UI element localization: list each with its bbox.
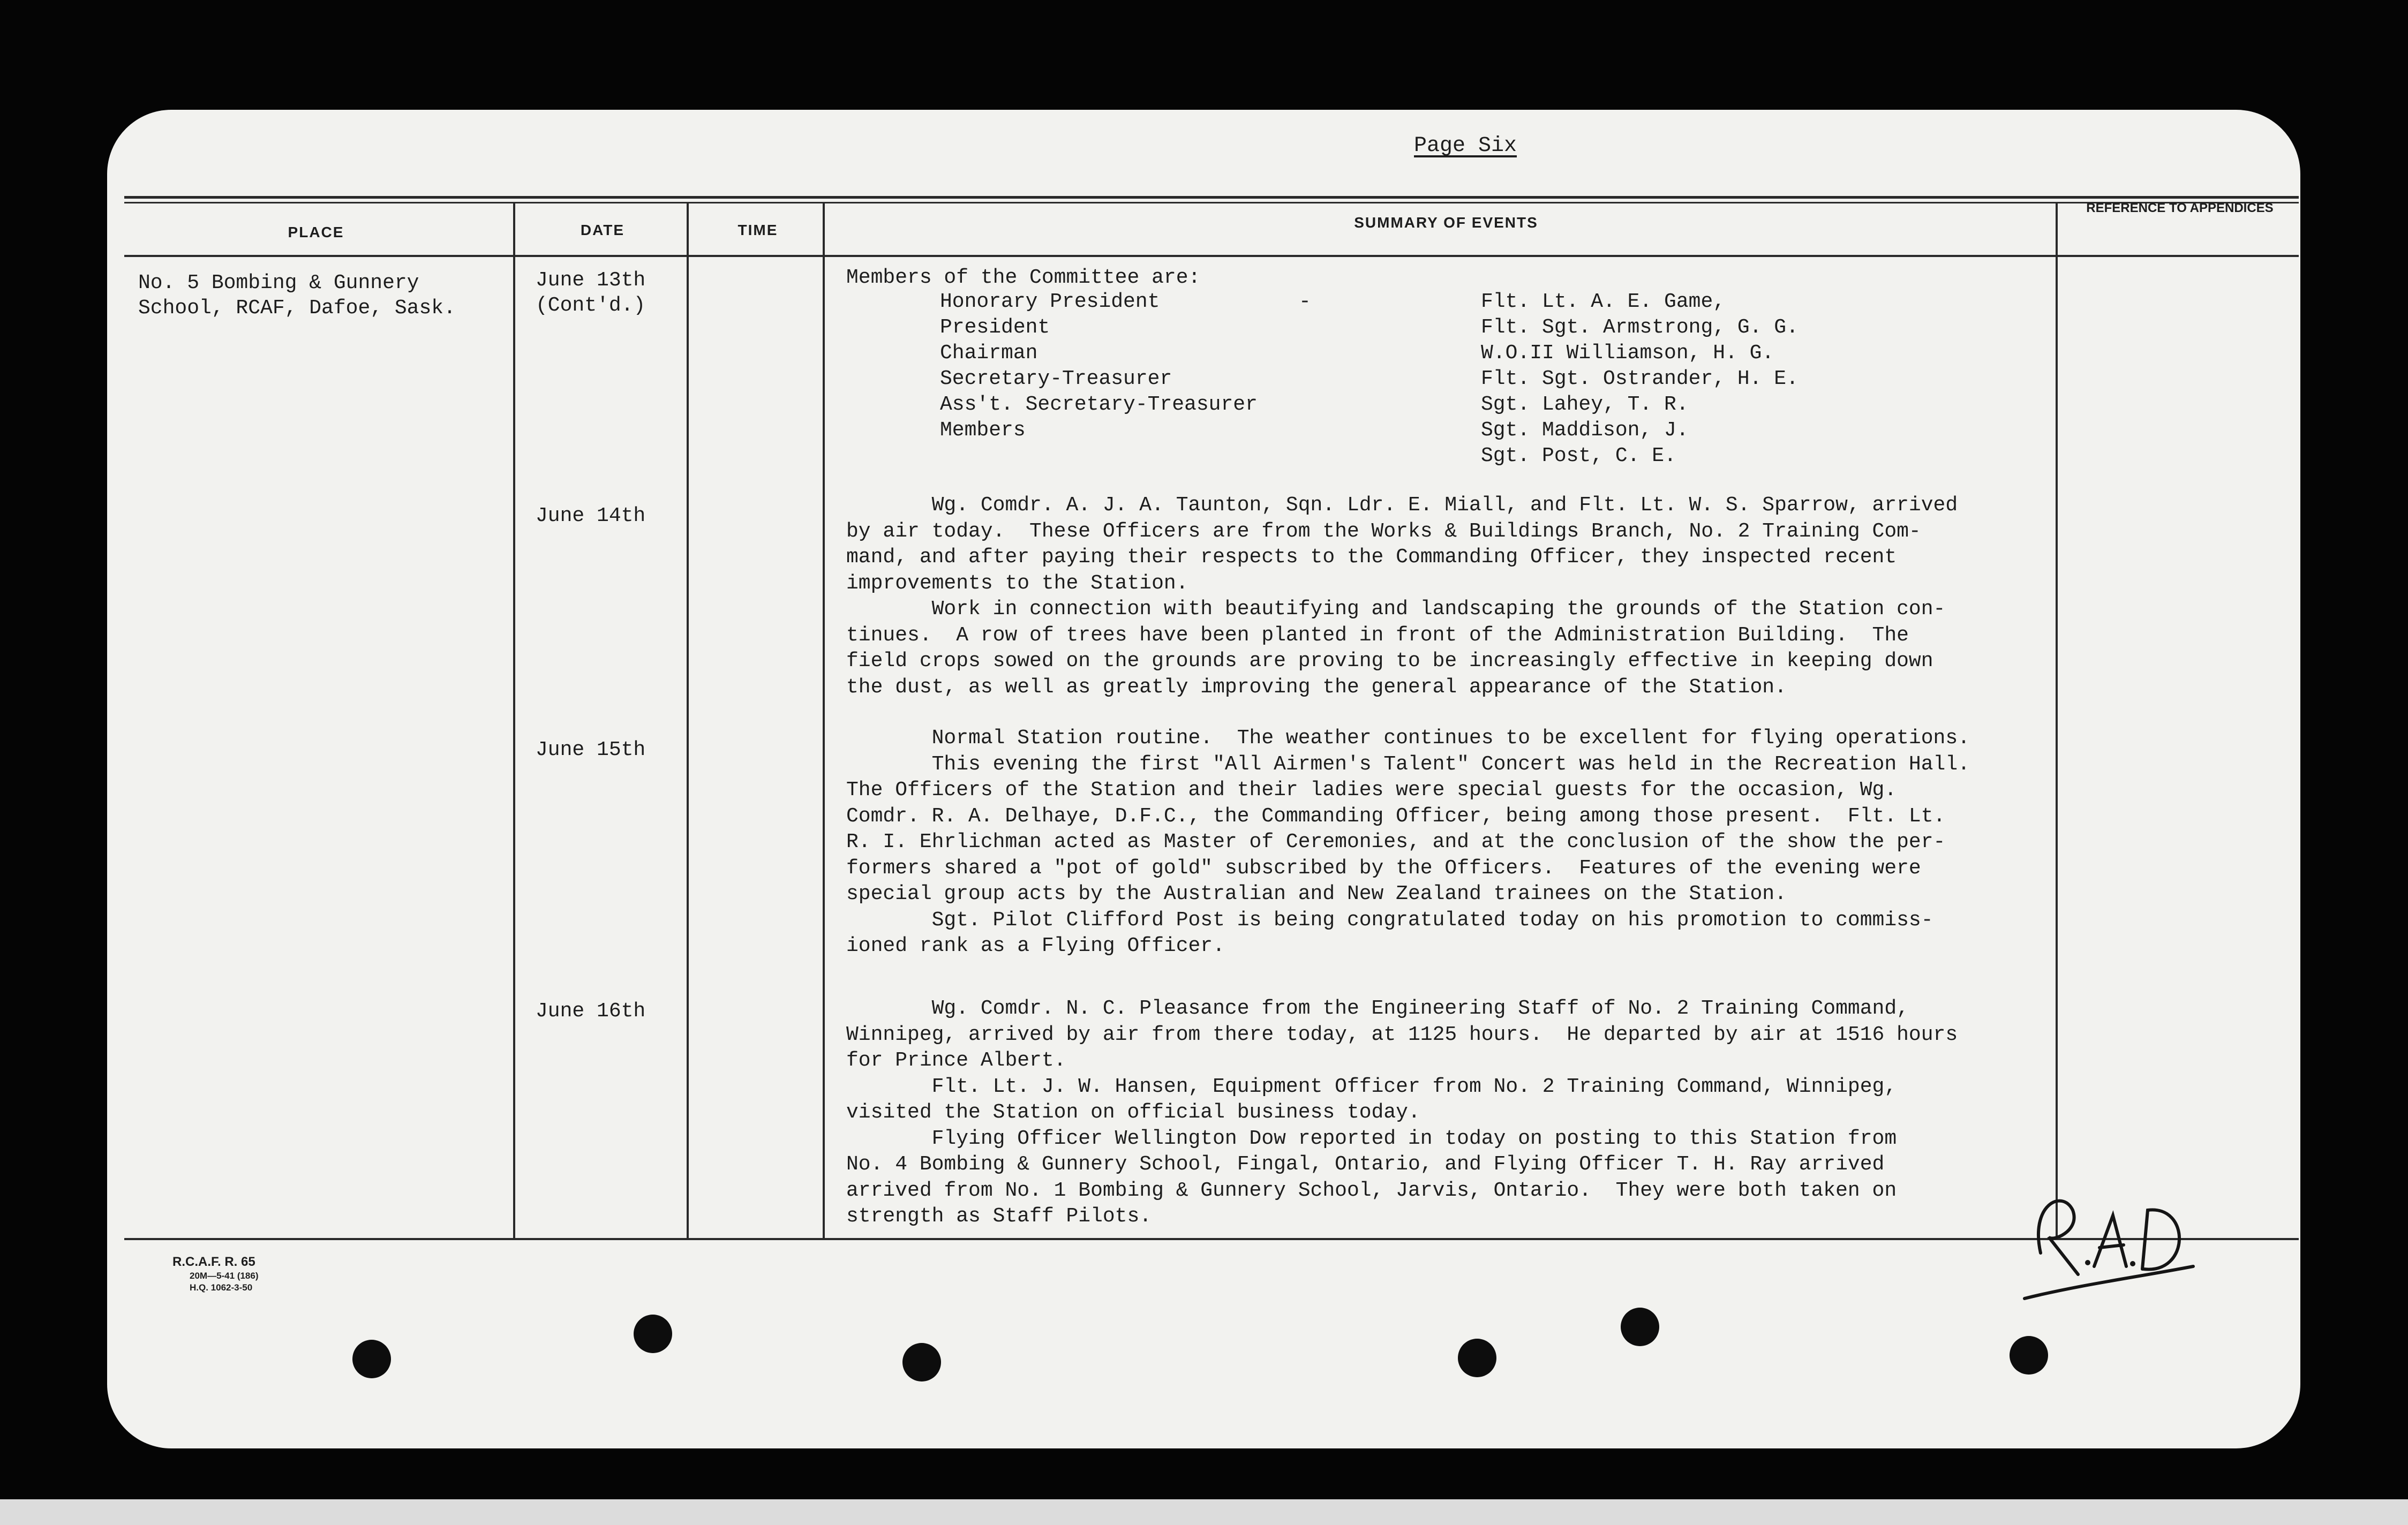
column-divider-date (687, 202, 689, 1239)
committee-name: Flt. Lt. A. E. Game, (1481, 290, 1726, 313)
binder-hole (2010, 1336, 2048, 1375)
column-divider-time (823, 202, 825, 1239)
page-title: Page Six (1414, 134, 1517, 158)
header-top-rule-2 (124, 202, 2299, 203)
column-header-place: PLACE (288, 224, 344, 240)
scanner-strip (0, 1499, 2408, 1525)
summary-june-15: Normal Station routine. The weather continues to be excellent for flying operations. This evening the first "All Airmen's Talent" Concert was held in the Recreation Hall. The Officers of the Station and their ladies were special guests for the occasion, Wg. Comdr. R. A. Delhaye, D.F.C., the Commanding Officer, being among those present. Flt. Lt. R. I. Ehrlichman acted as Master of Ceremonies, and at the conclusion of the show the per- formers shared a "pot of gold" subscribed by the Officers. Features of the evening were special group acts by the Australian and New Zealand trainees on the Station. Sgt. Pilot Clifford Post is being congratulated today on his promotion to commiss- ioned rank as a Flying Officer. (846, 727, 1970, 957)
column-header-time: TIME (738, 222, 778, 238)
form-number: R.C.A.F. R. 65 (172, 1255, 255, 1269)
date-june-14: June 14th (536, 504, 646, 527)
table-bottom-rule (124, 1238, 2299, 1240)
committee-role: Honorary President (940, 290, 1160, 313)
column-header-reference: REFERENCE TO APPENDICES (2086, 201, 2274, 215)
place-line-1: No. 5 Bombing & Gunnery (138, 271, 419, 295)
committee-role: Ass't. Secretary-Treasurer (940, 393, 1258, 416)
date-june-15: June 15th (536, 738, 646, 761)
column-header-summary: SUMMARY OF EVENTS (1354, 214, 1538, 231)
date-june-13: June 13th (Cont'd.) (536, 269, 646, 317)
binder-hole (1621, 1308, 1659, 1346)
summary-june-14: Wg. Comdr. A. J. A. Taunton, Sqn. Ldr. E. Miall, and Flt. Lt. W. S. Sparrow, arrived by air today. These Officers are from the Works & Buildings Branch, No. 2 Training Com- mand, and after paying their respects to the Commanding Officer, they inspected recent improvements to the Station. Work in connection with beautifying and landscaping the grounds of the Station con- tinues. A row of trees have been planted in front of the Administration Building. The field crops sowed on the grounds are proving to be increasingly effective in keeping down the dust, as well as greatly improving the general appearance of the Station. (846, 494, 1958, 699)
form-print-code: 20M—5-41 (186) (190, 1271, 259, 1281)
committee-intro: Members of the Committee are: (846, 266, 1201, 289)
form-hq-code: H.Q. 1062-3-50 (190, 1282, 253, 1293)
binder-hole (1458, 1339, 1496, 1377)
committee-name: Sgt. Post, C. E. (1481, 444, 1676, 467)
committee-role: Secretary-Treasurer (940, 367, 1172, 390)
column-divider-place (513, 202, 515, 1239)
committee-role: Members (940, 419, 1026, 442)
committee-dash: - (1299, 290, 1311, 313)
committee-role: Chairman (940, 342, 1038, 365)
committee-name: W.O.II Williamson, H. G. (1481, 342, 1774, 365)
committee-role: President (940, 316, 1050, 339)
header-top-rule (124, 196, 2299, 199)
committee-name: Flt. Sgt. Armstrong, G. G. (1481, 316, 1799, 339)
binder-hole (352, 1340, 391, 1378)
signature-initials (2019, 1173, 2196, 1307)
binder-hole (902, 1343, 941, 1381)
binder-hole (634, 1315, 672, 1353)
column-header-date: DATE (580, 222, 625, 238)
date-june-16: June 16th (536, 1000, 646, 1023)
committee-name: Sgt. Lahey, T. R. (1481, 393, 1689, 416)
committee-name: Flt. Sgt. Ostrander, H. E. (1481, 367, 1799, 390)
committee-name: Sgt. Maddison, J. (1481, 419, 1689, 442)
summary-june-16: Wg. Comdr. N. C. Pleasance from the Engineering Staff of No. 2 Training Command, Winnipeg, arrived by air from there today, at 1125 hours. He departed by air at 1516 hours for Prince Albert. Flt. Lt. J. W. Hansen, Equipment Officer from No. 2 Training Command, Winnipeg, visited the Station on official business today. Flying Officer Wellington Dow reported in today on posting to this Station from No. 4 Bombing & Gunnery School, Fingal, Ontario, and Flying Officer T. H. Ray arrived arrived from No. 1 Bombing & Gunnery School, Jarvis, Ontario. They were both taken on strength as Staff Pilots. (846, 997, 1958, 1228)
place-line-2: School, RCAF, Dafoe, Sask. (138, 297, 456, 320)
form-identifier (172, 1254, 259, 1294)
header-bottom-rule (124, 255, 2299, 257)
